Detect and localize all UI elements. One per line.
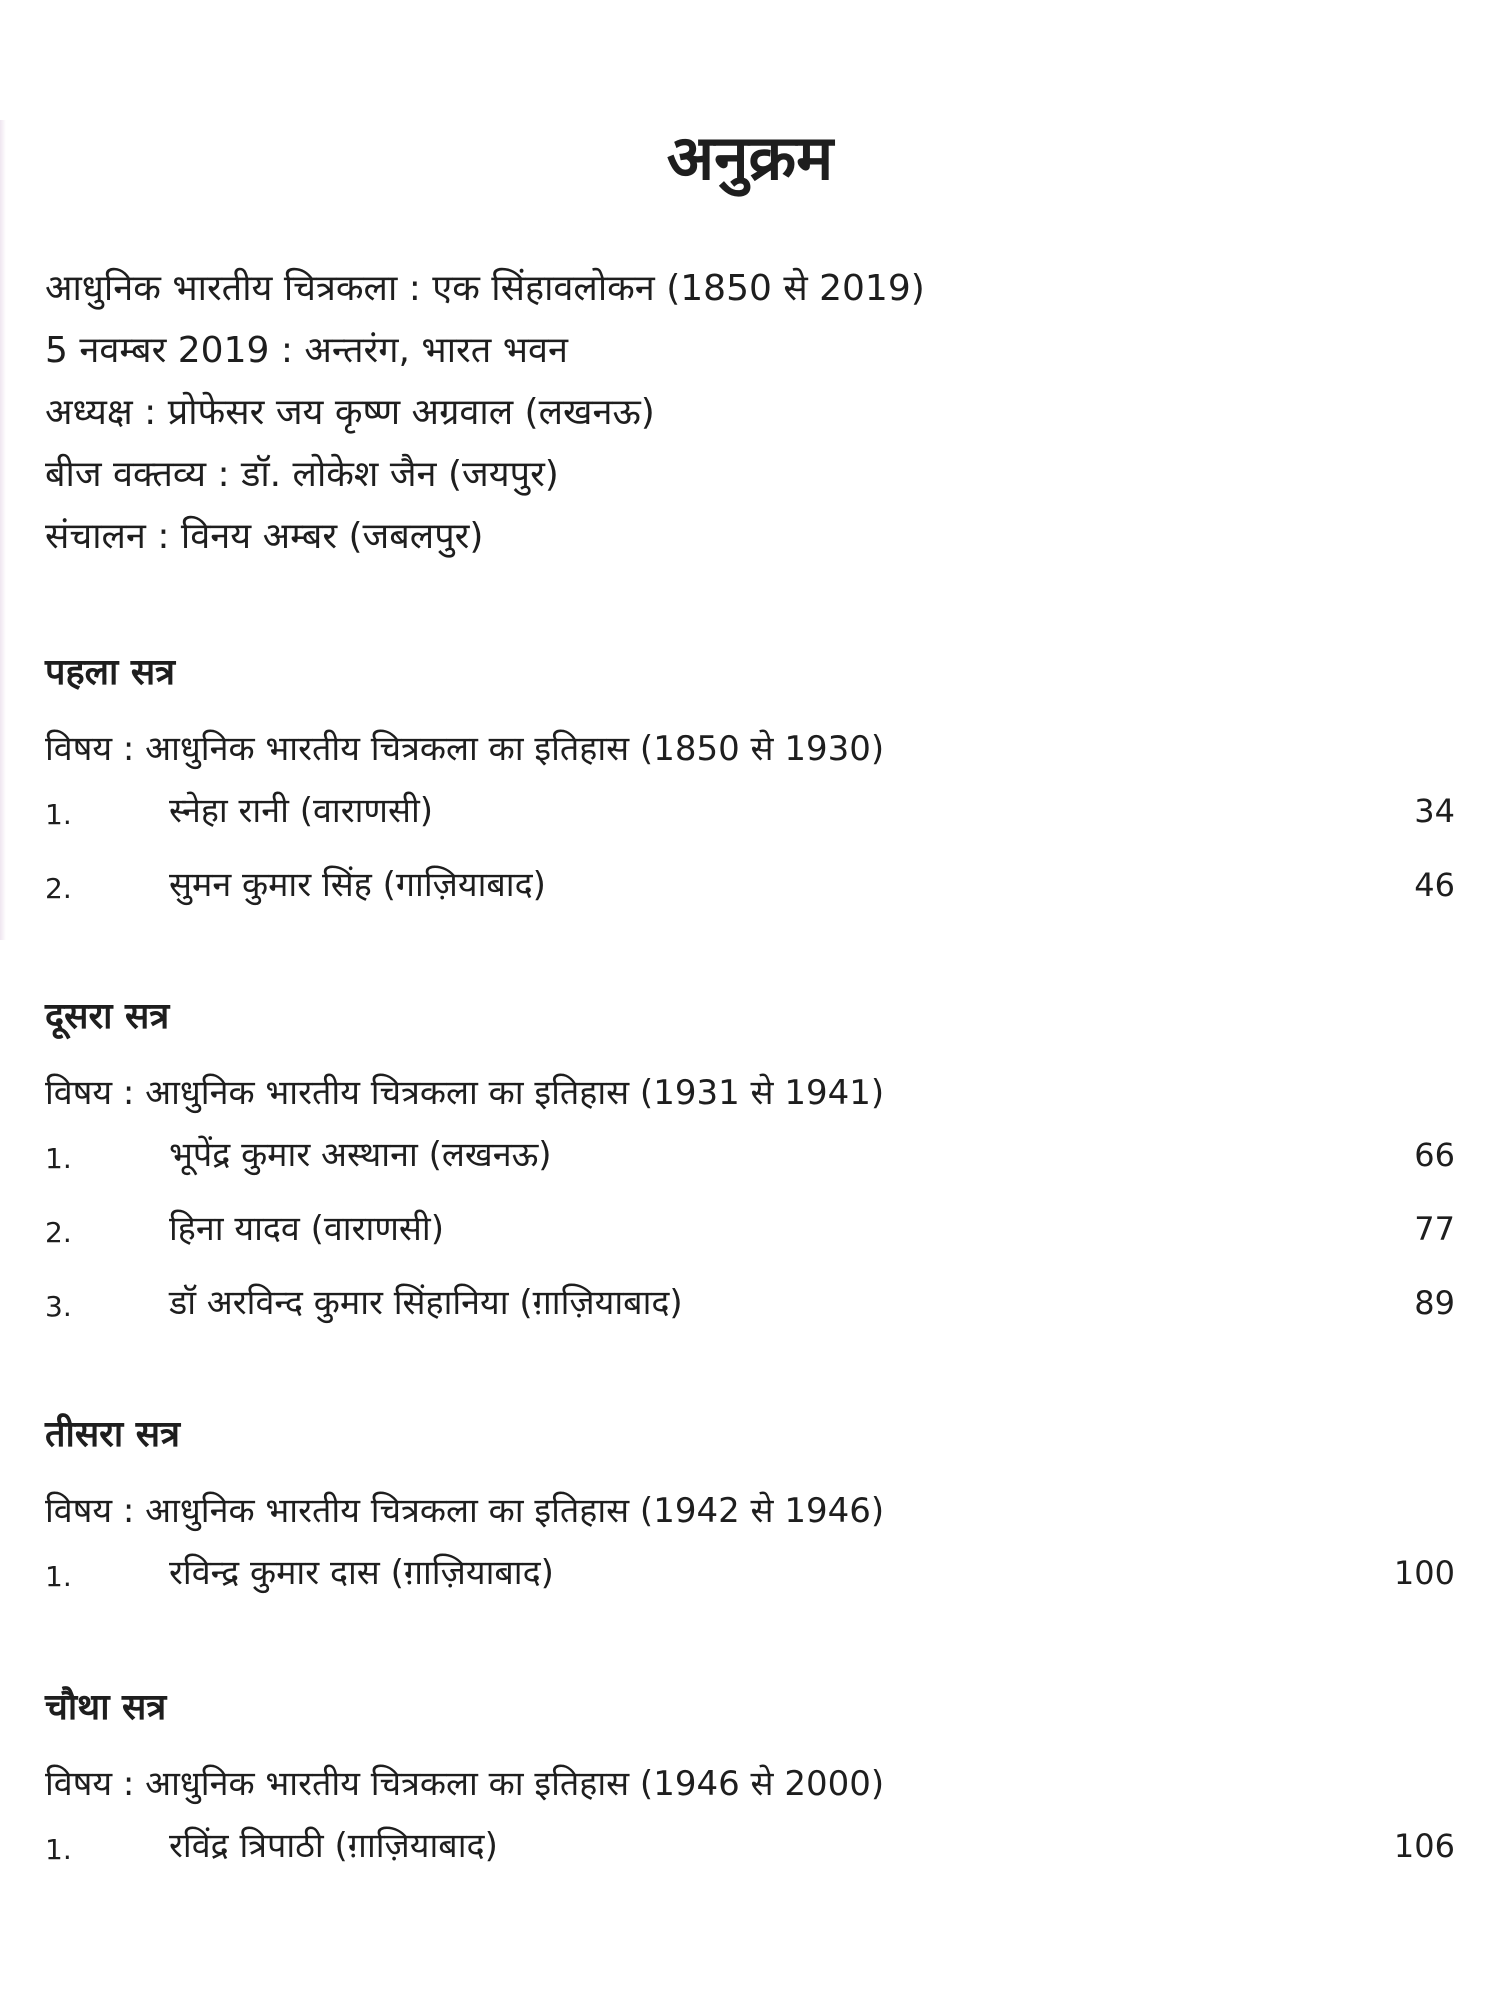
page-title: अनुक्रम: [666, 121, 834, 194]
entry-page-number: 46: [1414, 866, 1455, 904]
entry-page-number: 89: [1414, 1284, 1455, 1322]
toc-entry[interactable]: [45, 1120, 1455, 1194]
entry-author: रविन्द्र कुमार दास (ग़ाज़ियाबाद): [169, 1553, 554, 1593]
session-topic: विषय : आधुनिक भारतीय चित्रकला का इतिहास (1931 से 1941): [45, 1073, 885, 1113]
entry-author: रविंद्र त्रिपाठी (ग़ाज़ियाबाद): [169, 1826, 498, 1866]
entry-number: 2.: [45, 872, 72, 905]
entry-number: 1.: [45, 1142, 72, 1175]
entry-number: 1.: [45, 1833, 72, 1866]
entry-page-number: 66: [1414, 1136, 1455, 1174]
session-title: तीसरा सत्र: [45, 1414, 180, 1455]
session-1: [45, 648, 1455, 924]
session-title: पहला सत्र: [45, 652, 176, 693]
entry-number: 1.: [45, 798, 72, 831]
session-3: [45, 1410, 1455, 1612]
seminar-moderator: संचालन : विनय अम्बर (जबलपुर): [45, 516, 484, 557]
toc-entry[interactable]: [45, 1538, 1455, 1612]
session-topic: विषय : आधुनिक भारतीय चित्रकला का इतिहास (1942 से 1946): [45, 1491, 885, 1531]
entry-author: भूपेंद्र कुमार अस्थाना (लखनऊ): [169, 1135, 552, 1175]
entry-author: डॉ अरविन्द कुमार सिंहानिया (ग़ाज़ियाबाद): [169, 1283, 683, 1323]
entry-author: सुमन कुमार सिंह (गाज़ियाबाद): [169, 865, 546, 905]
session-4: [45, 1683, 1455, 1885]
session-2: [45, 992, 1455, 1342]
seminar-title: आधुनिक भारतीय चित्रकला : एक सिंहावलोकन (1850 से 2019): [45, 268, 925, 309]
entry-number: 1.: [45, 1560, 72, 1593]
seminar-keynote: बीज वक्तव्य : डॉ. लोकेश जैन (जयपुर): [45, 454, 559, 495]
entry-author: हिना यादव (वाराणसी): [169, 1209, 444, 1249]
entry-number: 2.: [45, 1216, 72, 1249]
session-title: चौथा सत्र: [45, 1687, 167, 1728]
toc-entry[interactable]: [45, 1811, 1455, 1885]
entry-page-number: 34: [1414, 792, 1455, 830]
session-topic: विषय : आधुनिक भारतीय चित्रकला का इतिहास (1850 से 1930): [45, 729, 885, 769]
seminar-chair: अध्यक्ष : प्रोफेसर जय कृष्ण अग्रवाल (लखनऊ): [45, 392, 655, 433]
entry-page-number: 100: [1393, 1554, 1455, 1592]
session-topic: विषय : आधुनिक भारतीय चित्रकला का इतिहास (1946 से 2000): [45, 1764, 885, 1804]
seminar-info: [45, 258, 925, 568]
toc-entry[interactable]: [45, 850, 1455, 924]
entry-author: स्नेहा रानी (वाराणसी): [169, 791, 434, 831]
entry-page-number: 106: [1393, 1827, 1455, 1865]
session-title: दूसरा सत्र: [45, 996, 170, 1037]
entry-number: 3.: [45, 1290, 72, 1323]
page-edge-shadow: [0, 120, 6, 940]
seminar-date-venue: 5 नवम्बर 2019 : अन्तरंग, भारत भवन: [45, 330, 569, 371]
toc-entry[interactable]: [45, 776, 1455, 850]
toc-entry[interactable]: [45, 1194, 1455, 1268]
entry-page-number: 77: [1414, 1210, 1455, 1248]
toc-entry[interactable]: [45, 1268, 1455, 1342]
